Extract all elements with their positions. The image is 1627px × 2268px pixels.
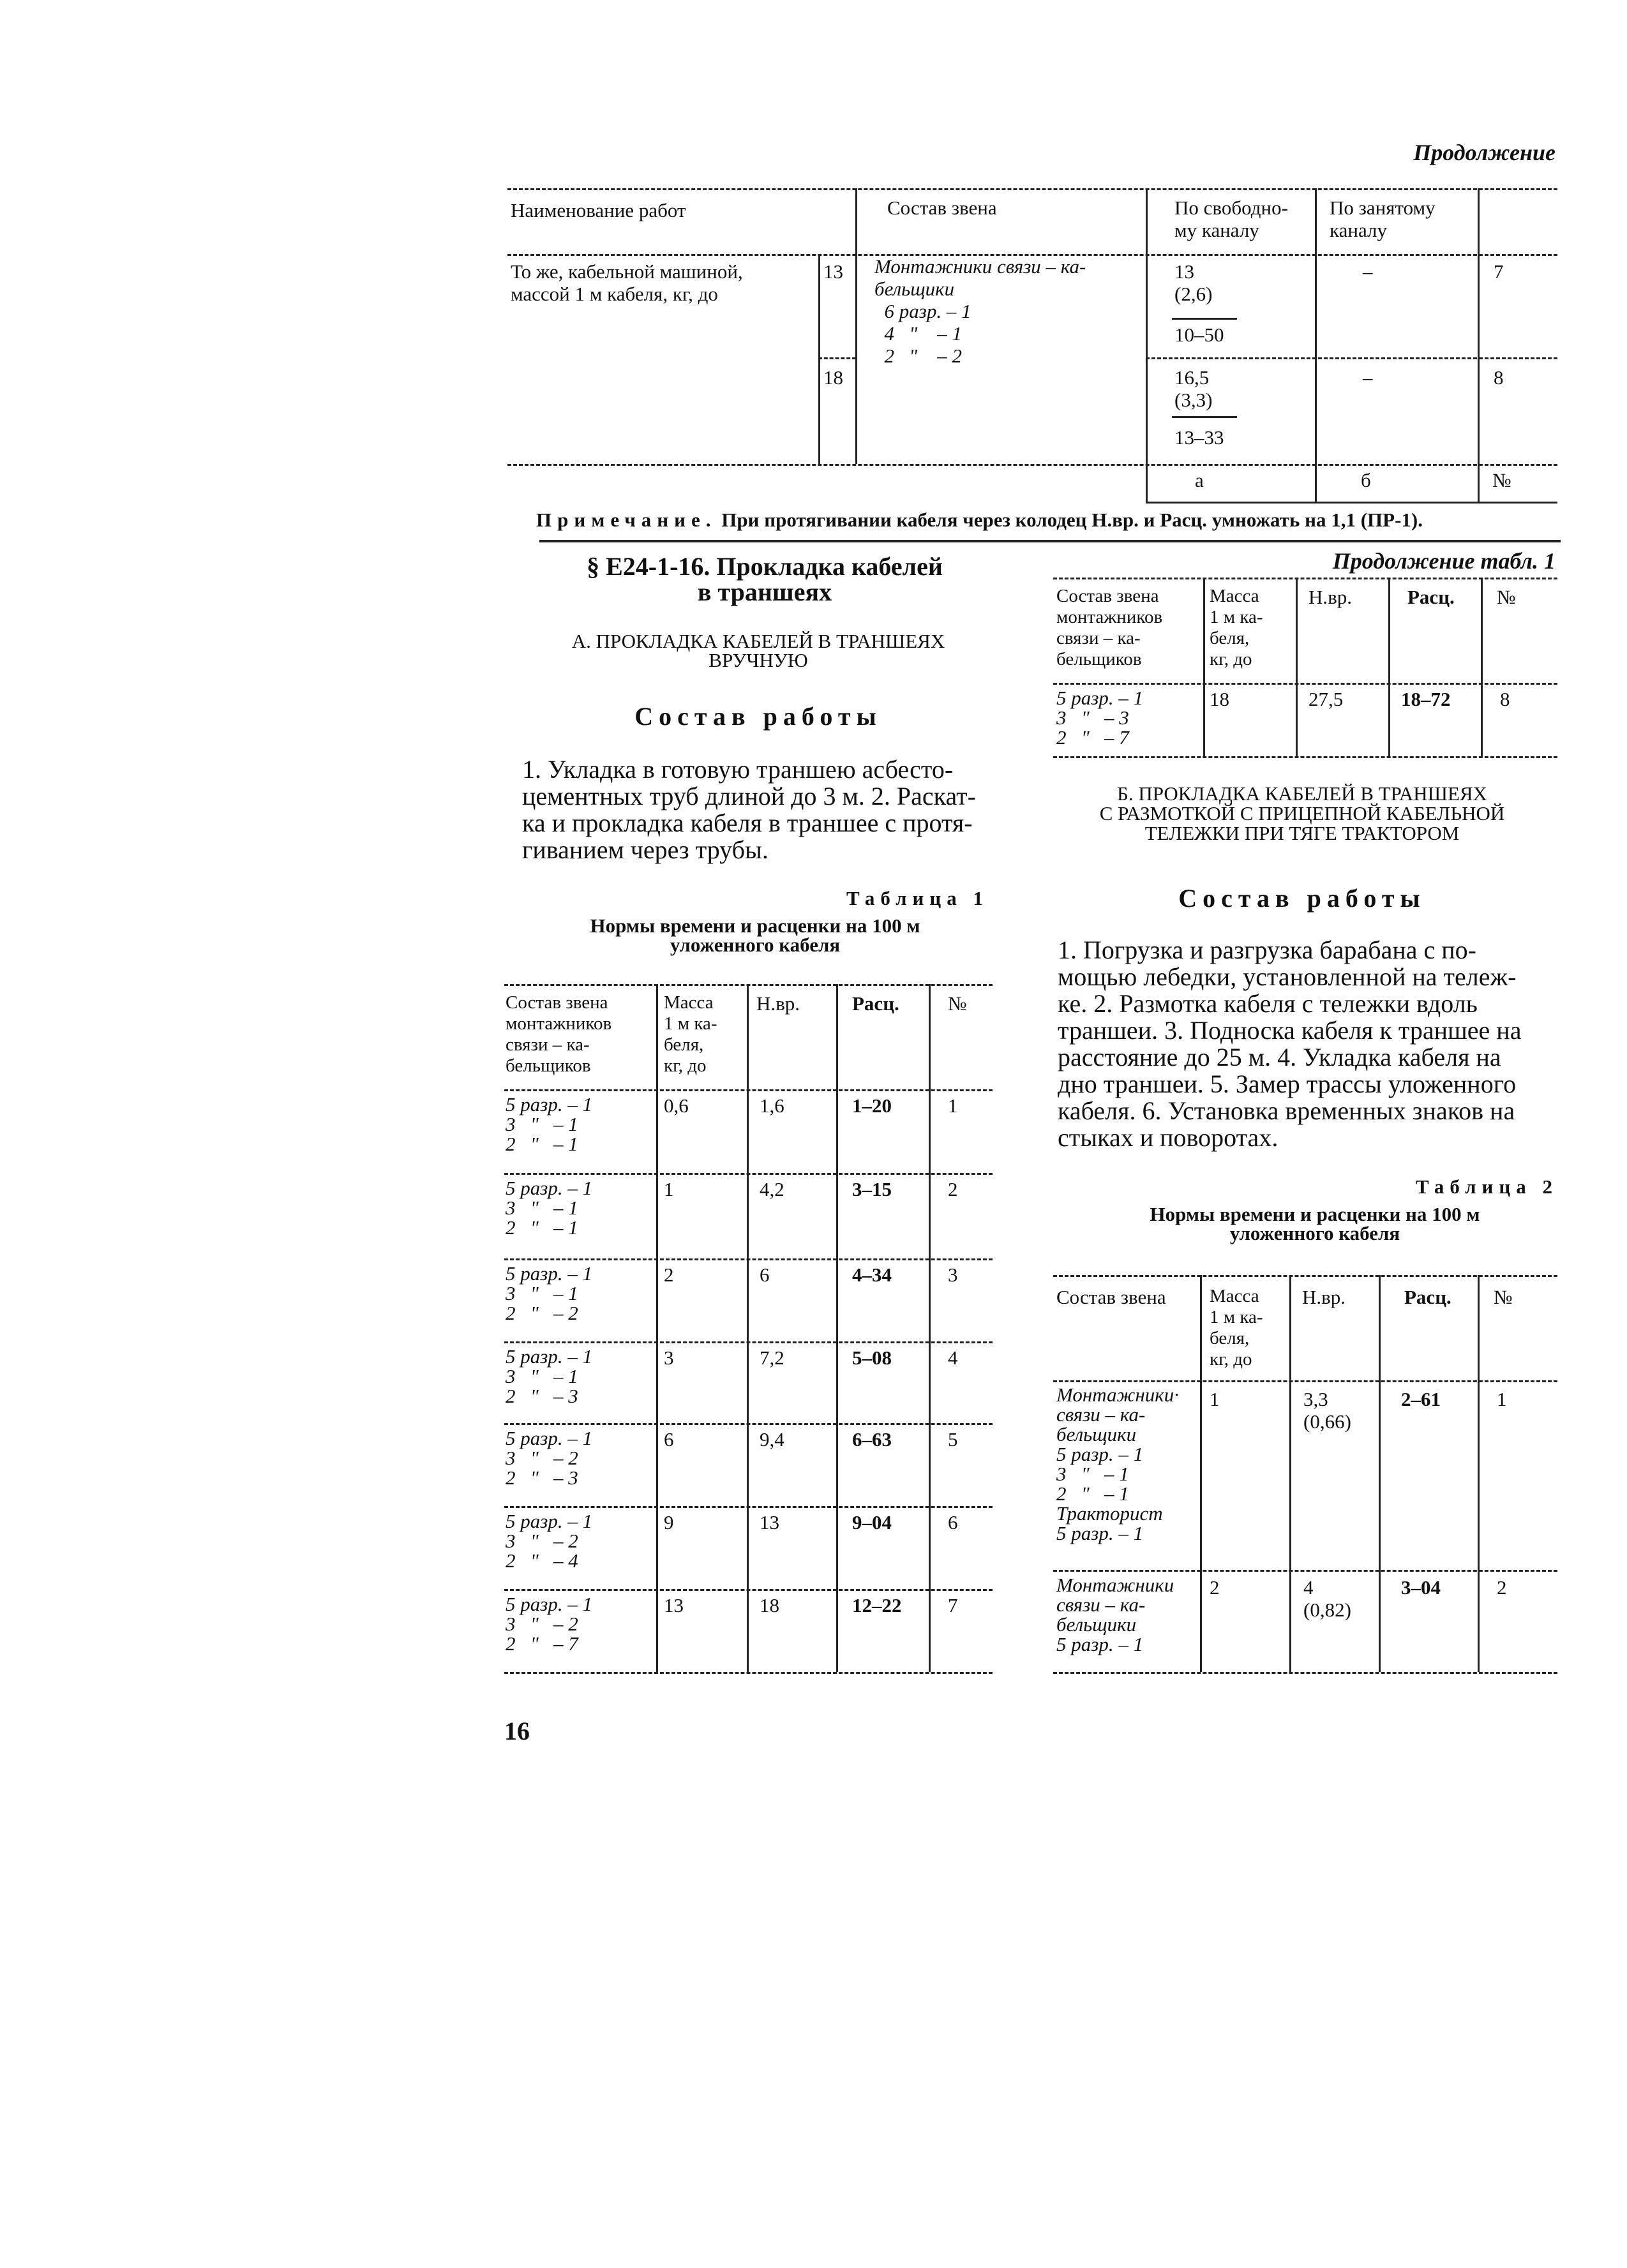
header-work-name: Наименование работ — [511, 199, 686, 221]
t1c-header-crew: Состав звена монтажников связи – ка- бельщиков — [1056, 586, 1163, 669]
t2-header-crew: Состав звена — [1056, 1286, 1166, 1308]
footer-a: а — [1195, 469, 1204, 491]
row-crew: Монтажники связи – ка- бельщики 6 разр. – 1 4 " – 1 2 " – 2 — [874, 255, 1086, 367]
t1-row3-price: 4–34 — [852, 1264, 892, 1286]
footer-b: б — [1361, 469, 1371, 491]
t1-row6-crew: 5 разр. – 1 3 " – 2 2 " – 4 — [506, 1510, 593, 1572]
t1c-row-mass: 18 — [1210, 688, 1229, 710]
t1-row6-num: 6 — [948, 1511, 958, 1533]
t1-row4-mass: 3 — [664, 1347, 674, 1369]
header-crew: Состав звена — [887, 197, 997, 219]
t1-row4-crew: 5 разр. – 1 3 " – 1 2 " – 3 — [506, 1345, 593, 1407]
t1-header-num: № — [948, 992, 967, 1015]
t1-row5-crew: 5 разр. – 1 3 " – 2 2 " – 3 — [506, 1427, 593, 1489]
row1-num: 7 — [1494, 260, 1504, 283]
t1-row1-mass: 0,6 — [664, 1094, 689, 1117]
t1c-header-mass: Масса 1 м ка- беля, кг, до — [1210, 586, 1263, 669]
t1-row4-price: 5–08 — [852, 1347, 892, 1369]
header-busy-channel: По занятому каналу — [1330, 197, 1436, 241]
t1-row2-price: 3–15 — [852, 1178, 892, 1200]
continuation-label: Продолжение — [1413, 140, 1556, 165]
table2-label: Таблица 2 — [1416, 1175, 1558, 1198]
row-work-name: То же, кабельной машиной, массой 1 м кабеля, кг, до — [511, 260, 743, 305]
t2-row2-time: 4 (0,82) — [1303, 1576, 1351, 1621]
t2-header-num: № — [1494, 1286, 1513, 1308]
t1-row4-time: 7,2 — [760, 1347, 784, 1369]
part-b-title: Б. ПРОКЛАДКА КАБЕЛЕЙ В ТРАНШЕЯХ С РАЗМОТКОЙ С ПРИЦЕПНОЙ КАБЕЛЬНОЙ ТЕЛЕЖКИ ПРИ ТЯГЕ ТРАКТОРОМ — [1099, 782, 1505, 844]
t1-row6-mass: 9 — [664, 1511, 674, 1533]
note: Примечание. При протягивании кабеля через колодец Н.вр. и Расц. умножать на 1,1 (ПР-1). — [536, 509, 1423, 531]
section-divider — [539, 540, 1561, 542]
t2-row2-num: 2 — [1497, 1576, 1507, 1599]
row2-busy-channel: – — [1363, 366, 1373, 389]
table1-label: Таблица 1 — [846, 887, 989, 909]
t2-header-price: Расц. — [1404, 1286, 1451, 1308]
page-number: 16 — [504, 1717, 530, 1745]
t2-row2-crew: Монтажники связи – ка- бельщики 5 разр. – 1 — [1056, 1574, 1174, 1655]
row2-mass: 18 — [823, 366, 843, 389]
t1-row4-num: 4 — [948, 1347, 958, 1369]
t1-row3-num: 3 — [948, 1264, 958, 1286]
t1c-row-num: 8 — [1500, 688, 1510, 710]
t1-row6-time: 13 — [760, 1511, 779, 1533]
part-a-title: А. ПРОКЛАДКА КАБЕЛЕЙ В ТРАНШЕЯХ ВРУЧНУЮ — [571, 630, 945, 671]
t1-row2-crew: 5 разр. – 1 3 " – 1 2 " – 1 — [506, 1177, 593, 1239]
t1-header-crew: Состав звена монтажников связи – ка- бельщиков — [506, 992, 612, 1076]
section-title: § Е24-1-16. Прокладка кабелей в траншеях — [587, 552, 943, 606]
t2-header-time: Н.вр. — [1302, 1286, 1346, 1308]
t1-row7-mass: 13 — [664, 1594, 684, 1616]
t1-row1-time: 1,6 — [760, 1094, 784, 1117]
table1-cont-label: Продолжение табл. 1 — [1332, 548, 1556, 574]
t1-row2-mass: 1 — [664, 1178, 674, 1200]
t1-row1-num: 1 — [948, 1094, 958, 1117]
t2-row1-time: 3,3 (0,66) — [1303, 1388, 1351, 1433]
t1c-header-price: Расц. — [1407, 586, 1455, 608]
row1-mass: 13 — [823, 260, 843, 283]
t1-header-price: Расц. — [852, 992, 899, 1015]
part-b-text: 1. Погрузка и разгрузка барабана с по- мощью лебедки, установленной на тележ- ке. 2. Размотка кабеля с тележки вдоль траншеи. 3. Подноска кабеля к траншее на расстояние до 25 м. 4. Укладка кабеля на дно траншеи. 5. Замер трассы уложенного кабеля. 6. Установка временных знаков на стыках и поворотах. — [1058, 936, 1522, 1152]
t1-row5-time: 9,4 — [760, 1428, 784, 1451]
header-free-channel: По свободно- му каналу — [1174, 197, 1288, 241]
row2-free-price: 13–33 — [1174, 426, 1224, 449]
footer-num: № — [1492, 469, 1511, 491]
t1c-row-time: 27,5 — [1308, 688, 1344, 710]
row1-free-channel: 13 (2,6) — [1174, 260, 1213, 305]
t1-row1-price: 1–20 — [852, 1094, 892, 1117]
t1-row5-price: 6–63 — [852, 1428, 892, 1451]
table2-caption: Нормы времени и расценки на 100 м уложенного кабеля — [1150, 1203, 1480, 1244]
t1-row1-crew: 5 разр. – 1 3 " – 1 2 " – 1 — [506, 1093, 593, 1155]
t2-row1-num: 1 — [1497, 1388, 1507, 1410]
t1-row2-num: 2 — [948, 1178, 958, 1200]
t1-header-mass: Масса 1 м ка- беля, кг, до — [664, 992, 717, 1076]
t1-row3-mass: 2 — [664, 1264, 674, 1286]
table1-caption: Нормы времени и расценки на 100 м уложенного кабеля — [590, 914, 920, 956]
row1-busy-channel: – — [1363, 260, 1373, 283]
t1-row6-price: 9–04 — [852, 1511, 892, 1533]
t1-row5-num: 5 — [948, 1428, 958, 1451]
t1c-row-crew: 5 разр. – 1 3 " – 3 2 " – 7 — [1056, 687, 1144, 749]
t1c-header-num: № — [1497, 586, 1516, 608]
t2-row2-mass: 2 — [1210, 1576, 1220, 1599]
t1-row3-crew: 5 разр. – 1 3 " – 1 2 " – 2 — [506, 1262, 593, 1324]
t1-row7-price: 12–22 — [852, 1594, 902, 1616]
t1-row3-time: 6 — [760, 1264, 770, 1286]
t1c-row-price: 18–72 — [1401, 688, 1451, 710]
part-a-work-heading: Состав работы — [634, 702, 882, 731]
t1c-header-time: Н.вр. — [1308, 586, 1353, 608]
t2-row2-price: 3–04 — [1401, 1576, 1441, 1599]
t1-row2-time: 4,2 — [760, 1178, 784, 1200]
row2-free-channel: 16,5 (3,3) — [1174, 366, 1213, 411]
part-b-work-heading: Состав работы — [1178, 884, 1426, 913]
row1-free-price: 10–50 — [1174, 324, 1224, 346]
t2-row1-price: 2–61 — [1401, 1388, 1441, 1410]
t2-row1-mass: 1 — [1210, 1388, 1220, 1410]
t2-header-mass: Масса 1 м ка- беля, кг, до — [1210, 1286, 1263, 1369]
part-a-text: 1. Укладка в готовую траншею асбесто- цементных труб длиной до 3 м. 2. Раскат- ка и прокладка кабеля в траншее с протя- гиванием через трубы. — [522, 755, 976, 864]
t2-row1-crew: Монтажники· связи – ка- бельщики 5 разр. – 1 3 " – 1 2 " – 1 Тракторист 5 разр. – 1 — [1056, 1384, 1179, 1544]
row2-num: 8 — [1494, 366, 1504, 389]
t1-row7-num: 7 — [948, 1594, 958, 1616]
t1-header-time: Н.вр. — [756, 992, 800, 1015]
t1-row7-crew: 5 разр. – 1 3 " – 2 2 " – 7 — [506, 1593, 593, 1655]
t1-row7-time: 18 — [760, 1594, 779, 1616]
t1-row5-mass: 6 — [664, 1428, 674, 1451]
